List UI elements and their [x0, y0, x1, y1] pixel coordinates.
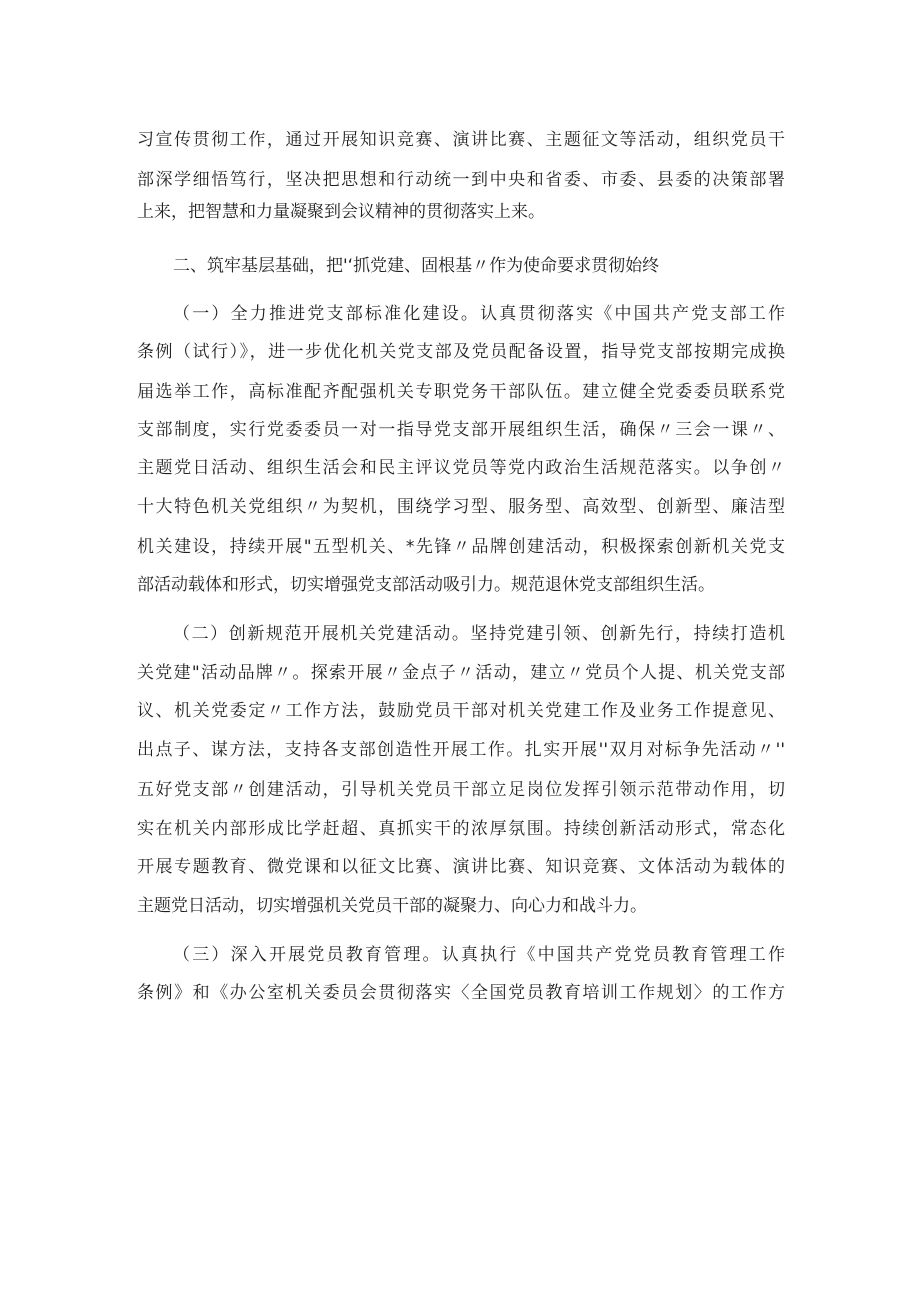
paragraph-line: 主题党日活动，切实增强机关党员干部的凝聚力、向心力和战斗力。: [137, 896, 647, 916]
paragraph-line: 实在机关内部形成比学赶超、真抓实干的浓厚氛围。持续创新活动形式，常态化: [137, 819, 785, 839]
section-heading: 二、筑牢基层基础，把'‘抓党建、固根基〃作为使命要求贯彻始终: [173, 256, 660, 276]
paragraph-line: 条例》和《办公室机关委员会贯彻落实〈全国党员教育培训工作规划〉的工作方: [137, 983, 785, 1003]
paragraph-line: 出点子、谋方法，支持各支部创造性开展工作。扎实开展''双月对标争先活动〃'': [137, 740, 785, 760]
paragraph-line: 十大特色机关党组织〃为契机，围绕学习型、服务型、高效型、创新型、廉洁型: [137, 497, 785, 517]
paragraph-line: 上来，把智慧和力量凝聚到会议精神的贯彻落实上来。: [137, 202, 545, 222]
paragraph-line: 习宣传贯彻工作，通过开展知识竞赛、演讲比赛、主题征文等活动，组织党员干: [137, 130, 785, 150]
paragraph-line: 部深学细悟笃行，坚决把思想和行动统一到中央和省委、市委、县委的决策部署: [137, 170, 785, 190]
paragraph-line: （三）深入开展党员教育管理。认真执行《中国共产党党员教育管理工作: [173, 945, 785, 965]
paragraph-line: 开展专题教育、微党课和以征文比赛、演讲比赛、知识竞赛、文体活动为载体的: [137, 857, 785, 877]
paragraph-line: 主题党日活动、组织生活会和民主评议党员等党内政治生活规范落实。以争创〃: [137, 458, 785, 478]
paragraph-line: （二）创新规范开展机关党建活动。坚持党建引领、创新先行，持续打造机: [173, 624, 785, 644]
paragraph-line: 议、机关党委定〃工作方法，鼓励党员干部对机关党建工作及业务工作提意见、: [137, 701, 785, 721]
paragraph-line: 机关建设，持续开展"五型机关、*先锋〃品牌创建活动，积极探索创新机关党支: [137, 537, 785, 557]
paragraph-line: （一）全力推进党支部标准化建设。认真贯彻落实《中国共产党支部工作: [173, 304, 785, 324]
paragraph-line: 关党建"活动品牌〃。探索开展〃金点子〃活动，建立〃党员个人提、机关党支部: [137, 663, 785, 683]
paragraph-line: 五好党支部〃创建活动，引导机关党员干部立足岗位发挥引领示范带动作用，切: [137, 780, 785, 800]
paragraph-line: 届选举工作，高标准配齐配强机关专职党务干部队伍。建立健全党委委员联系党: [137, 382, 785, 402]
paragraph-line: 条例（试行）》，进一步优化机关党支部及党员配备设置，指导党支部按期完成换: [137, 342, 785, 362]
paragraph-line: 支部制度，实行党委委员一对一指导党支部开展组织生活，确保〃三会一课〃、: [137, 420, 785, 440]
paragraph-line: 部活动载体和形式，切实增强党支部活动吸引力。规范退休党支部组织生活。: [137, 575, 715, 595]
